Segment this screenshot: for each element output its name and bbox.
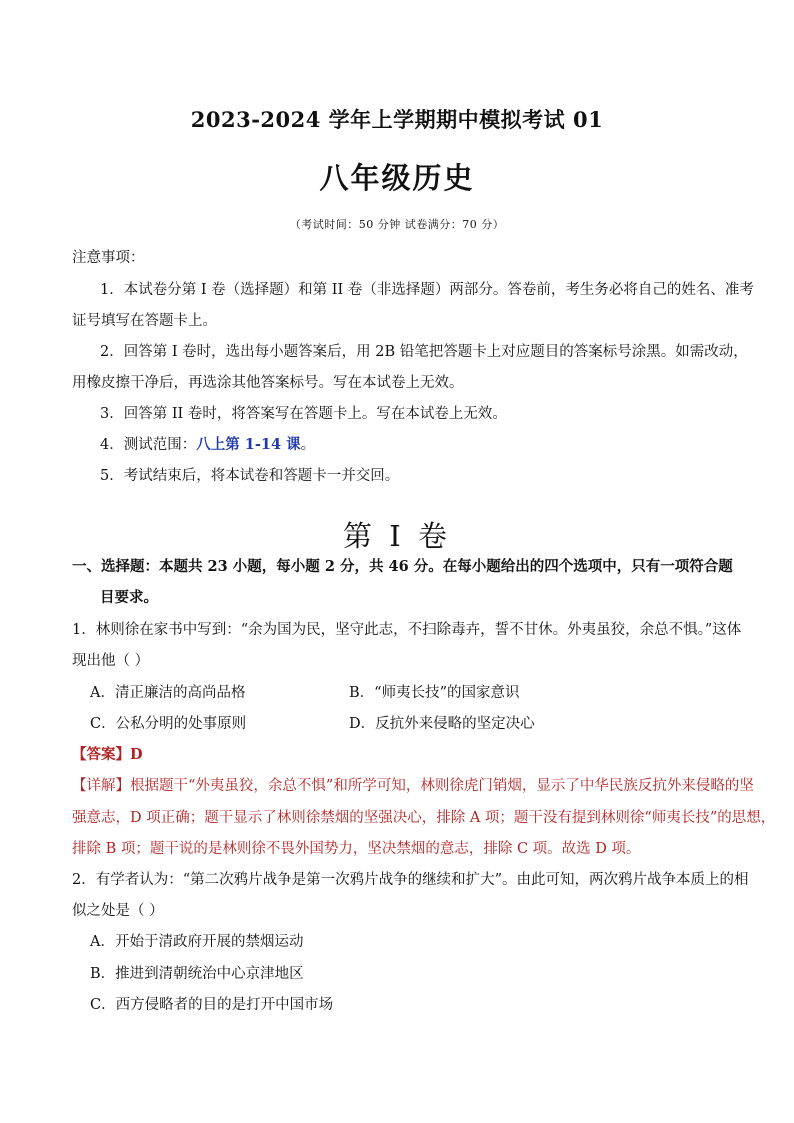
exam-info: （考试时间：50 分钟 试卷满分：70 分） <box>289 218 505 231</box>
q1-answer: 【答案】D <box>72 746 143 763</box>
q2-stem-line-1: 2．有学者认为：“第二次鸦片战争是第一次鸦片战争的继续和扩大”。由此可知，两次鸦片战争本质上的相 <box>72 872 749 888</box>
q1-option-c: C．公私分明的处事原则 <box>90 716 247 732</box>
q1-stem-line-2: 现出他（ ） <box>72 653 150 669</box>
note-item-3: 3．回答第 II 卷时，将答案写在答题卡上。写在本试卷上无效。 <box>100 406 507 422</box>
q1-stem-line-1: 1．林则徐在家书中写到：“余为国为民，坚守此志，不扫除毒卉，誓不甘休。外夷虽狡，余总不惧。”这体 <box>72 622 742 638</box>
note-item-2-line-2: 用橡皮擦干净后，再选涂其他答案标号。写在本试卷上无效。 <box>72 375 464 391</box>
notes-title: 注意事项： <box>72 250 145 266</box>
note-item-4 <box>100 435 315 455</box>
q2-option-a: A．开始于清政府开展的禁烟运动 <box>90 934 304 950</box>
q1-detail-line-3: 排除 B 项；题干说的是林则徐不畏外国势力，坚决禁烟的意志，排除 C 项。故选 D 项。 <box>72 841 641 857</box>
section-1-heading-line-2: 目要求。 <box>100 589 158 606</box>
q1-option-b: B．“师夷长技”的国家意识 <box>349 685 520 701</box>
volume-title: 第 I 卷 <box>343 519 451 553</box>
section-1-heading-line-1: 一、选择题：本题共 23 小题，每小题 2 分，共 46 分。在每小题给出的四个选项中，只有一项符合题 <box>72 558 733 575</box>
q2-stem-line-2: 似之处是（ ） <box>72 903 164 919</box>
q2-option-b: B．推进到清朝统治中心京津地区 <box>90 966 304 982</box>
exam-title: 2023-2024 学年上学期期中模拟考试 01 <box>190 107 604 132</box>
note-item-2-line-1: 2．回答第 I 卷时，选出每小题答案后，用 2B 铅笔把答题卡上对应题目的答案标号涂黑。如需改动， <box>100 344 748 360</box>
q1-detail-line-1: 【详解】根据题干“外夷虽狡，余总不惧”和所学可知，林则徐虎门销烟，显示了中华民族反抗外来侵略的坚 <box>72 778 754 794</box>
test-range: 八上第 1-14 课 <box>196 436 301 453</box>
note-item-1-line-2: 证号填写在答题卡上。 <box>72 313 217 329</box>
subject-title: 八年级历史 <box>319 161 475 195</box>
q1-option-a: A．清正廉洁的高尚品格 <box>90 685 246 701</box>
note-item-5: 5．考试结束后，将本试卷和答题卡一并交回。 <box>100 468 400 484</box>
note-item-4-suffix: 。 <box>300 437 316 453</box>
q1-detail-line-2: 强意志，D 项正确；题干显示了林则徐禁烟的坚强决心，排除 A 项；题干没有提到林则徐“师夷长技”的思想， <box>72 810 776 826</box>
q1-option-d: D．反抗外来侵略的坚定决心 <box>349 716 535 732</box>
note-item-4-prefix: 4．测试范围： <box>100 437 197 453</box>
q2-option-c: C．西方侵略者的目的是打开中国市场 <box>90 997 334 1013</box>
note-item-1-line-1: 1．本试卷分第 I 卷（选择题）和第 II 卷（非选择题）两部分。答卷前，考生务必将自己的姓名、准考 <box>100 282 754 298</box>
